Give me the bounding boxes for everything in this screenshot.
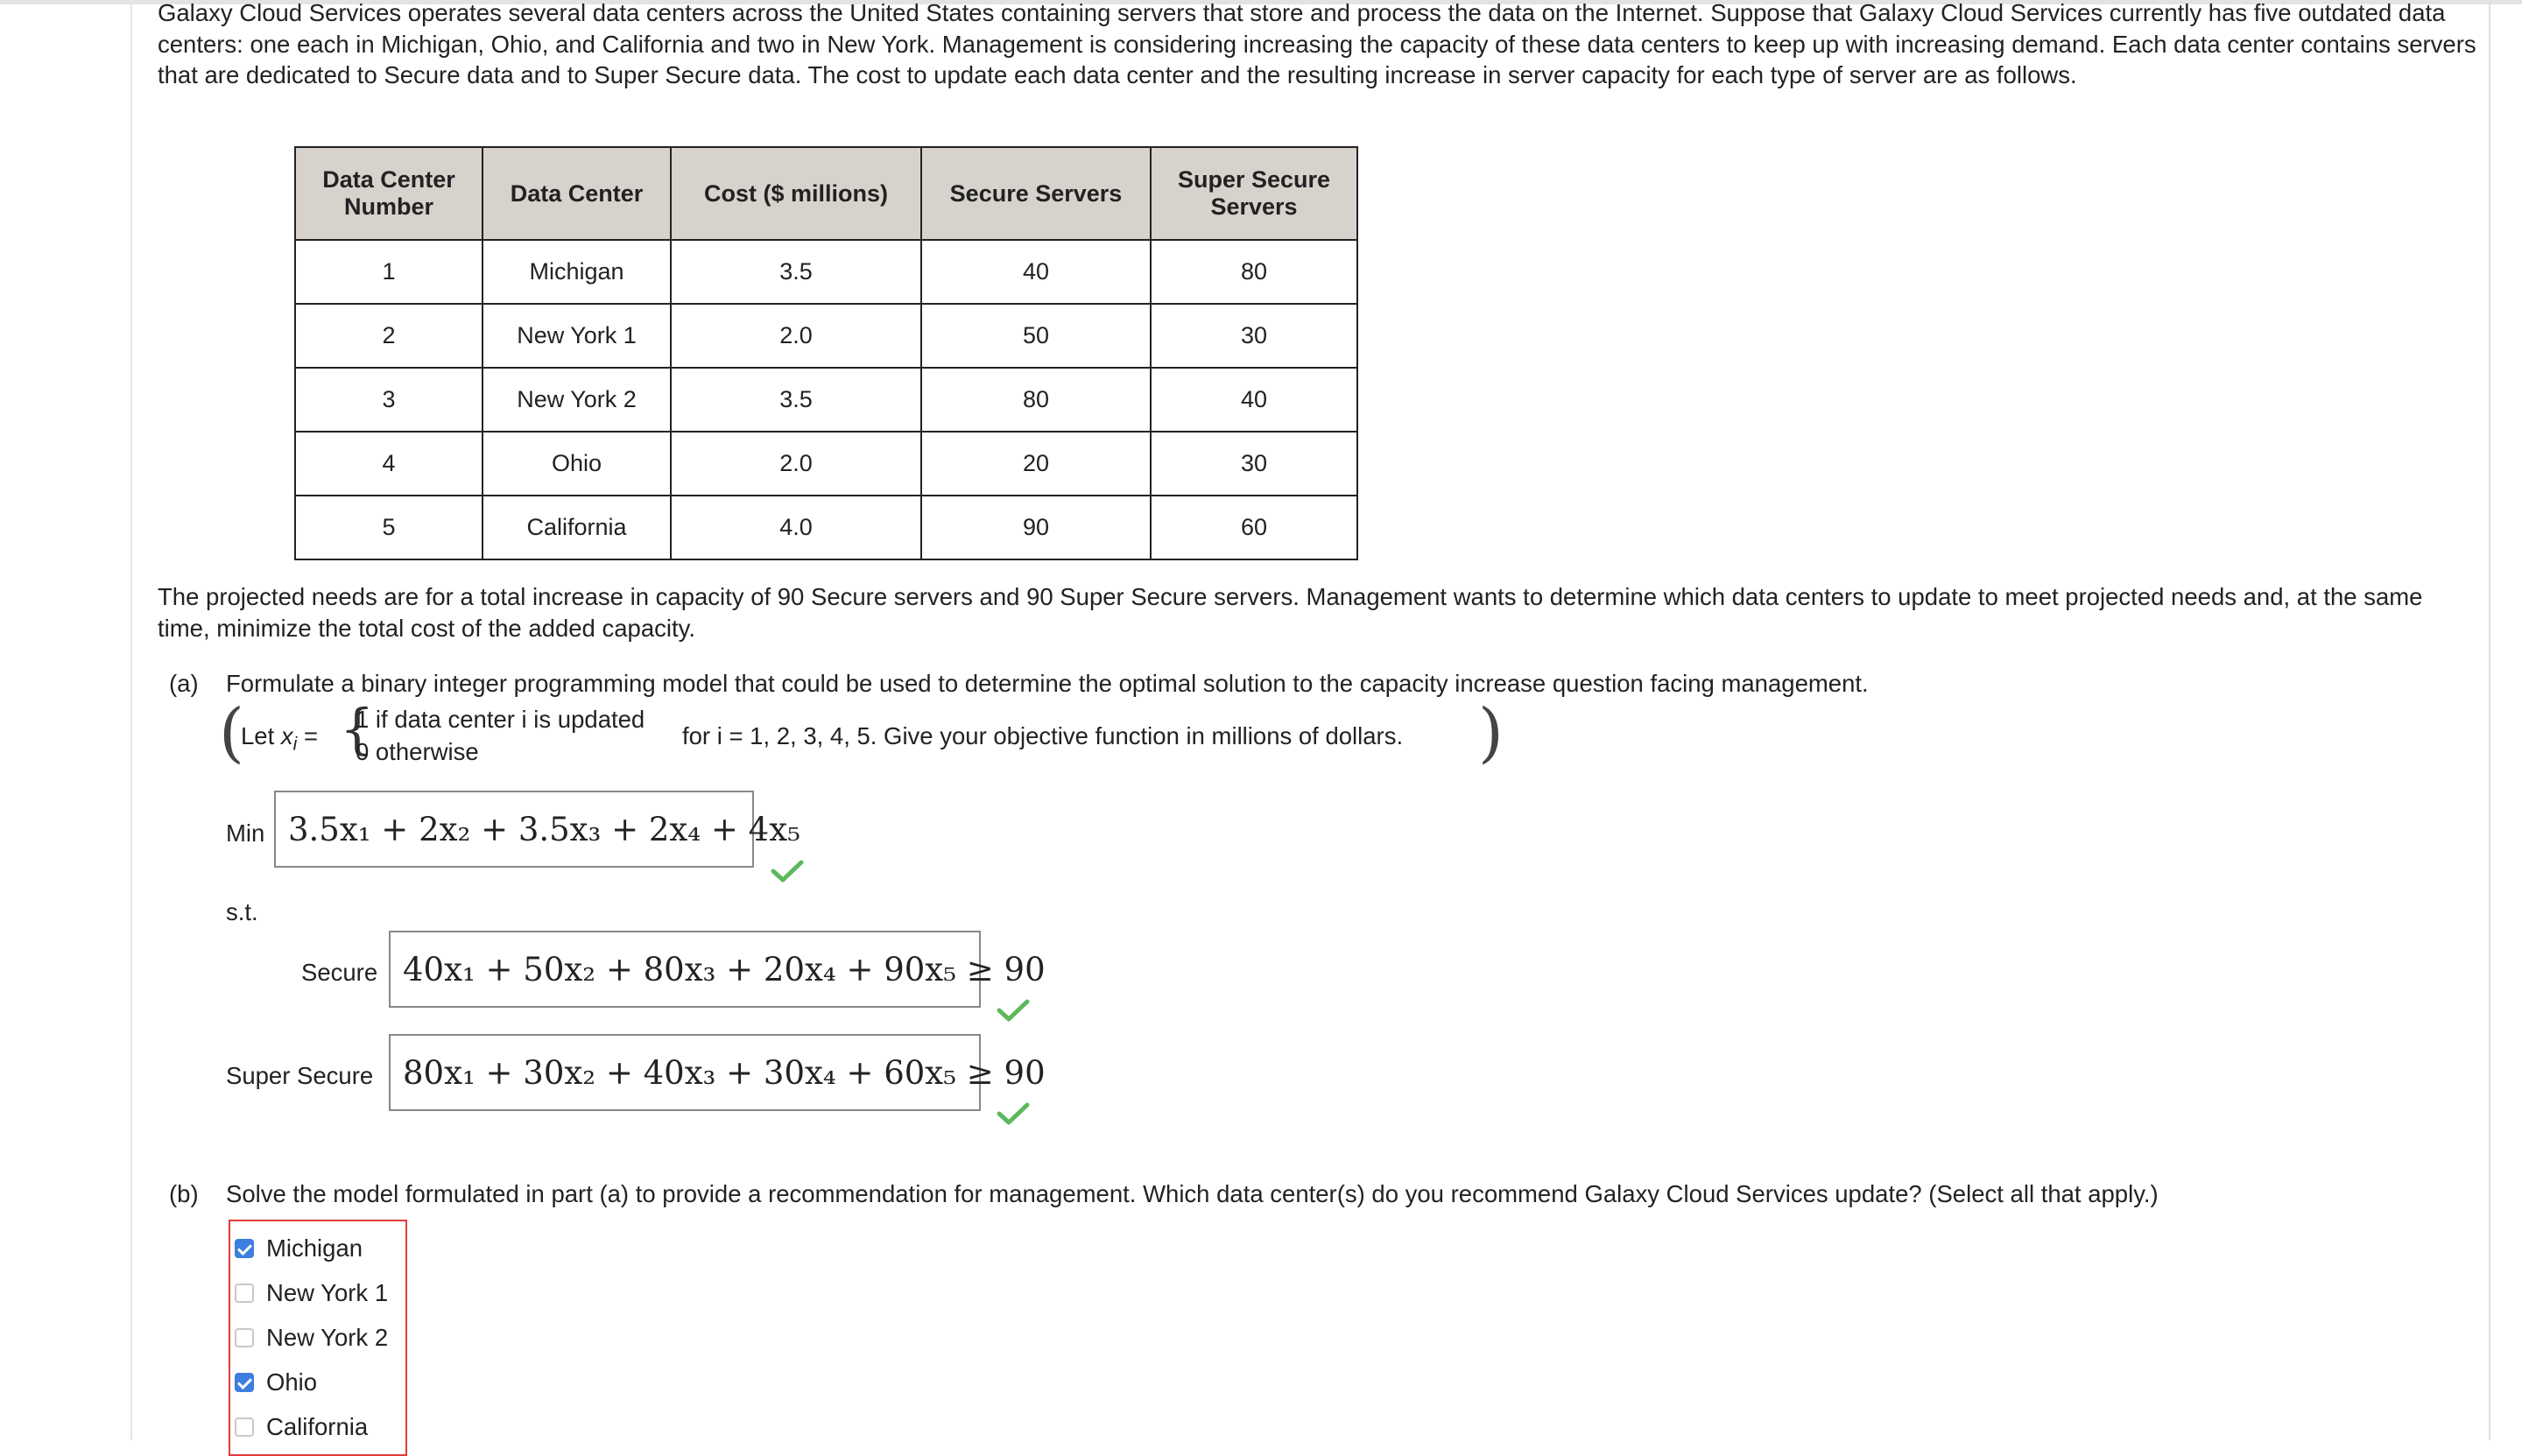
content-right-rule (2489, 0, 2490, 1440)
table-row (295, 368, 1357, 432)
intro-paragraph: Galaxy Cloud Services operates several data centers across the United States containing servers that store and process the data on the Internet. Suppose that Galaxy Cloud Services currently has five outdated data centers: one each in Michigan, Ohio, and California and two in New York. Management is considering increasing the capacity of these data centers to keep up with increasing demand. Each data center contains servers that are dedicated to Secure data and to Super Secure data. The cost to update each data center and the resulting increase in server capacity for each type of server are as follows. (158, 0, 2476, 88)
cell-number: 5 (295, 496, 483, 559)
super-secure-label: Super Secure (226, 1062, 374, 1089)
cell-cost: 2.0 (671, 304, 921, 368)
option-label: Michigan (266, 1234, 363, 1262)
option-label: California (266, 1413, 369, 1440)
option-label: New York 2 (266, 1324, 389, 1351)
cell-number: 2 (295, 304, 483, 368)
option-label: Ohio (266, 1368, 318, 1396)
st-label: s.t. (226, 898, 258, 925)
min-label: Min (226, 819, 265, 847)
close-paren: ) (1478, 695, 1504, 770)
variable-subscript: i (292, 734, 298, 755)
table-row (295, 240, 1357, 304)
cell-data-center: Ohio (483, 432, 671, 496)
table-row (295, 304, 1357, 368)
needs-paragraph: The projected needs are for a total increase in capacity of 90 Secure servers and 90 Super Secure servers. Management wants to determine which data centers to update to meet projected needs and, at the same time, minimize the total cost of the added capacity. (158, 583, 2423, 642)
part-b-question: Solve the model formulated in part (a) to provide a recommendation for management. Which data center(s) do you recommend Galaxy Cloud Services update? (Select all that apply.) (226, 1180, 2159, 1207)
check-icon (771, 860, 804, 883)
cell-data-center: New York 1 (483, 304, 671, 368)
cell-number: 1 (295, 240, 483, 304)
part-b-label: (b) (169, 1180, 199, 1207)
cell-data-center: Michigan (483, 240, 671, 304)
super-secure-constraint-input[interactable]: 80x₁ + 30x₂ + 40x₃ + 30x₄ + 60x₅ ≥ 90 (389, 1034, 981, 1111)
variable-x: x (280, 722, 293, 749)
part-a-label: (a) (169, 670, 199, 697)
check-icon (997, 1102, 1030, 1125)
objective-input[interactable]: 3.5x₁ + 2x₂ + 3.5x₃ + 2x₄ + 4x₅ (274, 791, 754, 868)
option-michigan[interactable] (235, 1234, 363, 1263)
checkbox-empty-icon[interactable] (235, 1417, 254, 1437)
cell-secure: 20 (921, 432, 1151, 496)
option-label: New York 1 (266, 1279, 389, 1306)
secure-constraint-input[interactable]: 40x₁ + 50x₂ + 80x₃ + 20x₄ + 90x₅ ≥ 90 (389, 931, 981, 1008)
let-statement (241, 722, 318, 756)
header-number: Data Center Number (295, 147, 483, 240)
case-otherwise: 0 otherwise (356, 738, 479, 765)
option-california[interactable] (235, 1413, 368, 1441)
open-paren: ( (219, 695, 244, 770)
cell-super-secure: 30 (1151, 432, 1357, 496)
cell-secure: 90 (921, 496, 1151, 559)
header-secure: Secure Servers (921, 147, 1151, 240)
cell-super-secure: 80 (1151, 240, 1357, 304)
cell-secure: 80 (921, 368, 1151, 432)
table-header-row (295, 147, 1357, 240)
let-word: Let (241, 722, 275, 749)
header-cost: Cost ($ millions) (671, 147, 921, 240)
cell-super-secure: 30 (1151, 304, 1357, 368)
option-new-york-1[interactable] (235, 1279, 388, 1307)
cell-cost: 4.0 (671, 496, 921, 559)
checkbox-empty-icon[interactable] (235, 1328, 254, 1347)
option-new-york-2[interactable] (235, 1324, 388, 1352)
option-ohio[interactable] (235, 1368, 317, 1396)
equals-sign: = (303, 722, 318, 749)
cell-secure: 40 (921, 240, 1151, 304)
check-icon (997, 999, 1030, 1022)
cell-number: 3 (295, 368, 483, 432)
cell-data-center: California (483, 496, 671, 559)
header-data-center: Data Center (483, 147, 671, 240)
let-tail: for i = 1, 2, 3, 4, 5. Give your objective function in millions of dollars. (682, 722, 1404, 749)
table-row (295, 496, 1357, 559)
cell-number: 4 (295, 432, 483, 496)
cell-super-secure: 60 (1151, 496, 1357, 559)
secure-label: Secure (301, 959, 378, 986)
content-left-rule (130, 0, 132, 1440)
cell-cost: 3.5 (671, 240, 921, 304)
cases-brace: { (340, 697, 375, 761)
cell-cost: 3.5 (671, 368, 921, 432)
checkbox-empty-icon[interactable] (235, 1284, 254, 1303)
cell-cost: 2.0 (671, 432, 921, 496)
header-super-secure: Super Secure Servers (1151, 147, 1357, 240)
table-row (295, 432, 1357, 496)
cell-super-secure: 40 (1151, 368, 1357, 432)
cell-data-center: New York 2 (483, 368, 671, 432)
data-center-table (294, 146, 1358, 560)
case-updated: 1 if data center i is updated (356, 706, 645, 733)
cell-secure: 50 (921, 304, 1151, 368)
part-a-question: Formulate a binary integer programming model that could be used to determine the optimal solution to the capacity increase question facing management. (226, 670, 1869, 697)
checkbox-checked-icon[interactable] (235, 1373, 254, 1392)
checkbox-checked-icon[interactable] (235, 1239, 254, 1258)
